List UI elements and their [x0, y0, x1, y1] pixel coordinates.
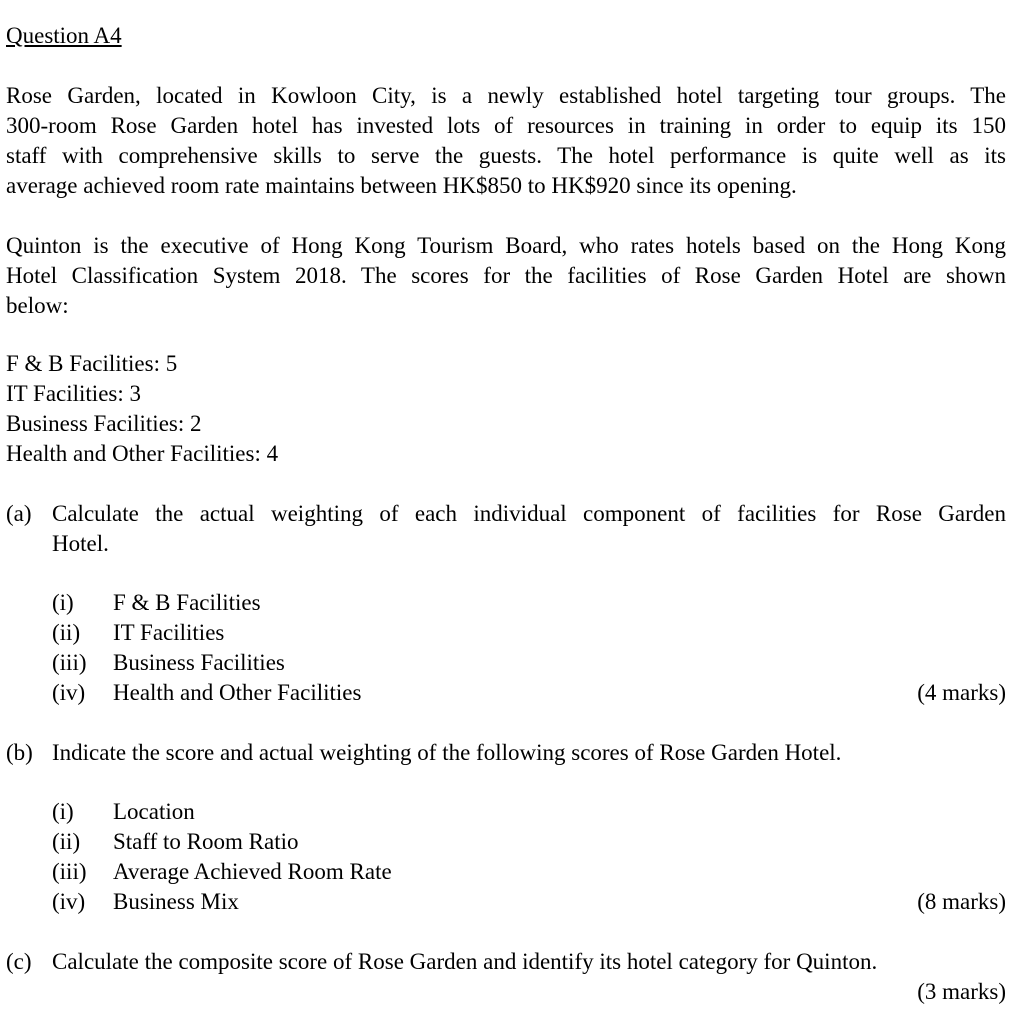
context-paragraph [6, 231, 1006, 321]
part-a-item-number: (iv) [52, 680, 86, 705]
context-line: Quinton is the executive of Hong Kong Tourism Board, who rates hotels based on the Hong Kong [6, 233, 1006, 258]
part-a-marks: (4 marks) [917, 680, 1006, 705]
context-line: below: [6, 293, 69, 318]
part-a-item-number: (i) [52, 590, 74, 615]
intro-line: Rose Garden, located in Kowloon City, is a newly established hotel targeting tour groups. The [6, 83, 1006, 108]
part-a-item-number: (ii) [52, 620, 81, 645]
part-b-marks: (8 marks) [917, 889, 1006, 914]
context-line: Hotel Classification System 2018. The scores for the facilities of Rose Garden Hotel are shown [6, 263, 1006, 288]
intro-line: staff with comprehensive skills to serve the guests. The hotel performance is quite well as its [6, 143, 1006, 168]
facility-score: Business Facilities: 2 [6, 411, 202, 436]
question-title: Question A4 [6, 23, 122, 48]
part-a-item-number: (iii) [52, 650, 87, 675]
part-c-question: Calculate the composite score of Rose Garden and identify its hotel category for Quinton. [52, 949, 878, 974]
part-a-label: (a) [6, 501, 32, 526]
part-b-item-number: (i) [52, 799, 74, 824]
part-a-item-text: Business Facilities [113, 650, 285, 675]
part-a-item-text: F & B Facilities [113, 590, 261, 615]
part-b-item-text: Business Mix [113, 889, 239, 914]
part-a-item-text: IT Facilities [113, 620, 225, 645]
part-c-marks: (3 marks) [917, 979, 1006, 1004]
part-a-item-text: Health and Other Facilities [113, 680, 362, 705]
part-b-question: Indicate the score and actual weighting of the following scores of Rose Garden Hotel. [52, 740, 842, 765]
part-a-line: Hotel. [52, 531, 109, 556]
part-c-label: (c) [6, 949, 32, 974]
part-b-item-number: (iii) [52, 859, 87, 884]
part-b-item-text: Location [113, 799, 195, 824]
part-b-item-number: (ii) [52, 829, 81, 854]
part-b-item-text: Average Achieved Room Rate [113, 859, 392, 884]
facility-score: Health and Other Facilities: 4 [6, 441, 279, 466]
part-a-line: Calculate the actual weighting of each individual component of facilities for Rose Garden [52, 501, 1006, 526]
part-b-item-text: Staff to Room Ratio [113, 829, 299, 854]
intro-line: 300-room Rose Garden hotel has invested lots of resources in training in order to equip its 150 [6, 113, 1006, 138]
part-b-label: (b) [6, 740, 33, 765]
facility-score: IT Facilities: 3 [6, 381, 142, 406]
part-b-item-number: (iv) [52, 889, 86, 914]
intro-paragraph [6, 81, 1006, 201]
facility-score: F & B Facilities: 5 [6, 351, 178, 376]
intro-line: average achieved room rate maintains between HK$850 to HK$920 since its opening. [6, 173, 797, 198]
part-a-question [52, 499, 1006, 559]
